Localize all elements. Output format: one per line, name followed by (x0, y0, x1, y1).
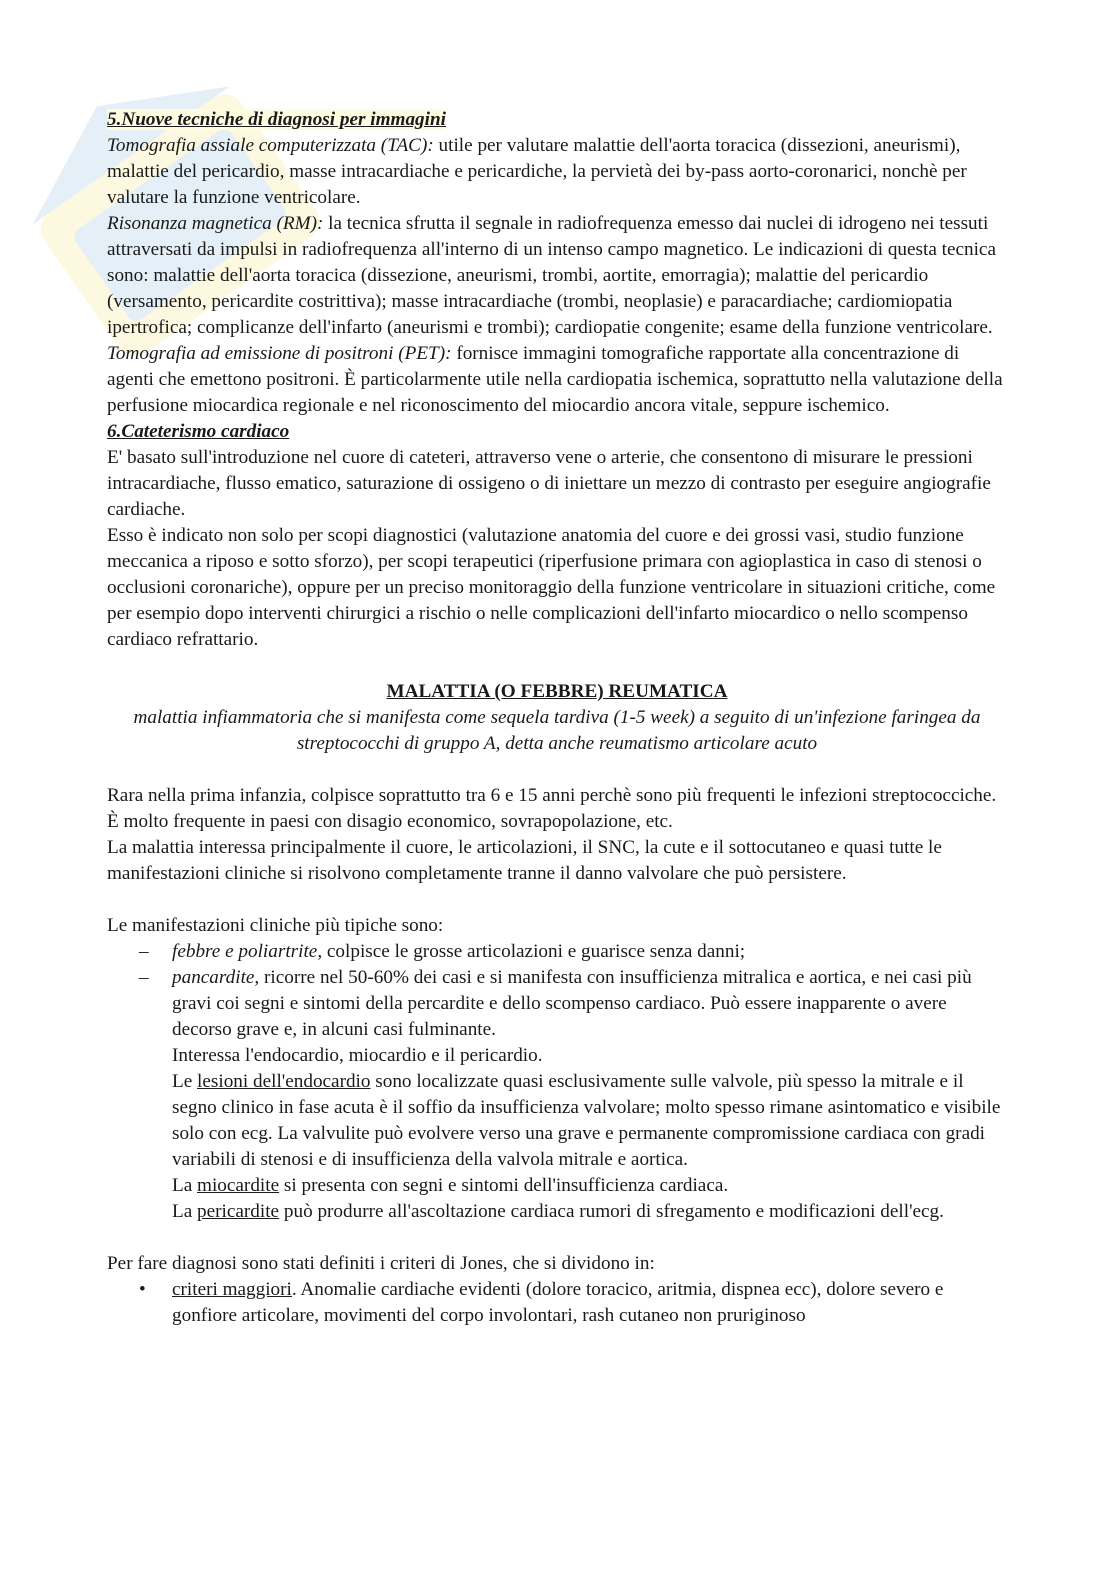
pet-paragraph (107, 341, 1007, 419)
manifestazioni-list (107, 939, 1007, 1225)
cateterismo-paragraph-1: E' basato sull'introduzione nel cuore di cateteri, attraverso vene o arterie, che consentono di misurare le pressioni intracardiache, flusso ematico, saturazione di ossigeno o di iniettare un mezzo di contrasto per eseguire angiografie cardiache. (107, 447, 991, 520)
item-line-prefix: Le (172, 1071, 198, 1092)
rm-term: Risonanza magnetica (RM): (107, 213, 324, 234)
tac-paragraph (107, 133, 1007, 211)
item-text: , colpisce le grosse articolazioni e guarisce senza danni; (317, 941, 746, 962)
item-text: ricorre nel 50-60% dei casi e si manifesta con insufficienza mitralica e aortica, e nei casi più gravi coi segni e sintomi della percardite e dello scompenso cardiaco. Può essere inapparente o avere decorso grave e, in alcuni casi fulminante. (172, 967, 972, 1040)
pericardite-text: può produrre all'ascoltazione cardiaca rumori di sfregamento e modificazioni dell'ecg. (279, 1201, 944, 1222)
malattia-paragraph-2: La malattia interessa principalmente il cuore, le articolazioni, il SNC, la cute e il sottocutaneo e quasi tutte le manifestazioni cliniche si risolvono completamente tranne il danno valvolare che può persistere. (107, 837, 942, 884)
jones-term: criteri maggiori (172, 1279, 292, 1300)
list-item (107, 939, 1007, 965)
tac-term: Tomografia assiale computerizzata (TAC): (107, 135, 434, 156)
item-line-prefix: La (172, 1175, 198, 1196)
dash-marker: – (139, 941, 149, 962)
jones-text: . Anomalie cardiache evidenti (dolore toracico, aritmia, dispnea ecc), dolore severo e gonfiore articolare, movimenti del corpo involontari, rash cutaneo non pruriginoso (172, 1279, 944, 1326)
document-page (107, 107, 1007, 1329)
endocardio-text: sono localizzate quasi esclusivamente sulle valvole, più spesso la mitrale e il segno clinico in fase acuta è il soffio da insufficienza valvolare; molto spesso rimane asintomatico e visibile solo con ecg. La valvulite può evolvere verso una grave e permanente compromissione cardiaca con gradi variabili di stenosi e di insufficienza della valvola mitrale e aortica. (172, 1071, 1001, 1170)
item-line: Interessa l'endocardio, miocardio e il pericardio. (172, 1045, 543, 1066)
pericardite-term: pericardite (197, 1201, 280, 1222)
manifestazioni-intro: Le manifestazioni cliniche più tipiche sono: (107, 915, 444, 936)
miocardite-text: si presenta con segni e sintomi dell'insufficienza cardiaca. (279, 1175, 729, 1196)
malattia-subtitle: malattia infiammatoria che si manifesta come sequela tardiva (1-5 week) a seguito di un'infezione faringea da streptococchi di gruppo A, detta anche reumatismo articolare acuto (133, 707, 981, 754)
malattia-title: MALATTIA (O FEBBRE) REUMATICA (386, 681, 728, 702)
malattia-paragraph-1: Rara nella prima infanzia, colpisce soprattutto tra 6 e 15 anni perchè sono più frequenti le infezioni streptococciche. È molto frequente in paesi con disagio economico, sovrapopolazione, etc. (107, 785, 997, 832)
jones-intro: Per fare diagnosi sono stati definiti i criteri di Jones, che si dividono in: (107, 1253, 655, 1274)
pet-term: Tomografia ad emissione di positroni (PET): (107, 343, 452, 364)
cateterismo-paragraph-2: Esso è indicato non solo per scopi diagnostici (valutazione anatomia del cuore e dei grossi vasi, studio funzione meccanica a riposo e sotto sforzo), per scopi terapeutici (riperfusione primara con agioplastica in caso di stenosi o occlusioni coronariche), oppure per un preciso monitoraggio della funzione ventricolare in situazioni critiche, come per esempio dopo interventi chirurgici a rischio o nelle complicazioni dell'infarto miocardico o nello scompenso cardiaco refrattario. (107, 525, 996, 650)
rm-text: la tecnica sfrutta il segnale in radiofrequenza emesso dai nuclei di idrogeno nei tessuti attraversati da impulsi in radiofrequenza all'interno di un intenso campo magnetico. Le indicazioni di questa tecnica sono: malattie dell'aorta toracica (dissezione, aneurismi, trombi, aortite, emorragia); malattie del pericardio (versamento, pericardite costrittiva); masse intracardiache (trombi, neoplasie) e paracardiache; cardiomiopatia ipertrofica; complicanze dell'infarto (aneurismi e trombi); cardiopatie congenite; esame della funzione ventricolare. (107, 213, 996, 338)
item-line-prefix: La (172, 1201, 198, 1222)
section-6-heading: 6.Cateterismo cardiaco (107, 421, 290, 442)
section-5-heading: 5.Nuove tecniche di diagnosi per immagini (107, 109, 446, 130)
endocardio-term: lesioni dell'endocardio (197, 1071, 371, 1092)
rm-paragraph (107, 211, 1007, 341)
item-term: febbre e poliartrite (172, 941, 318, 962)
bullet-marker: • (139, 1279, 146, 1300)
item-term: pancardite, (172, 967, 260, 988)
list-item (107, 1277, 1007, 1329)
list-item (107, 965, 1007, 1225)
dash-marker: – (139, 967, 149, 988)
miocardite-term: miocardite (197, 1175, 280, 1196)
tac-text: utile per valutare malattie dell'aorta toracica (dissezioni, aneurismi), malattie del pericardio, masse intracardiache e pericardiche, la pervietà dei by-pass aorto-coronarici, nonchè per valutare la funzione ventricolare. (107, 135, 967, 208)
jones-list (107, 1277, 1007, 1329)
pet-text: fornisce immagini tomografiche rapportate alla concentrazione di agenti che emettono positroni. È particolarmente utile nella cardiopatia ischemica, soprattutto nella valutazione della perfusione miocardica regionale e nel riconoscimento del miocardio ancora vitale, seppure ischemico. (107, 343, 1003, 416)
